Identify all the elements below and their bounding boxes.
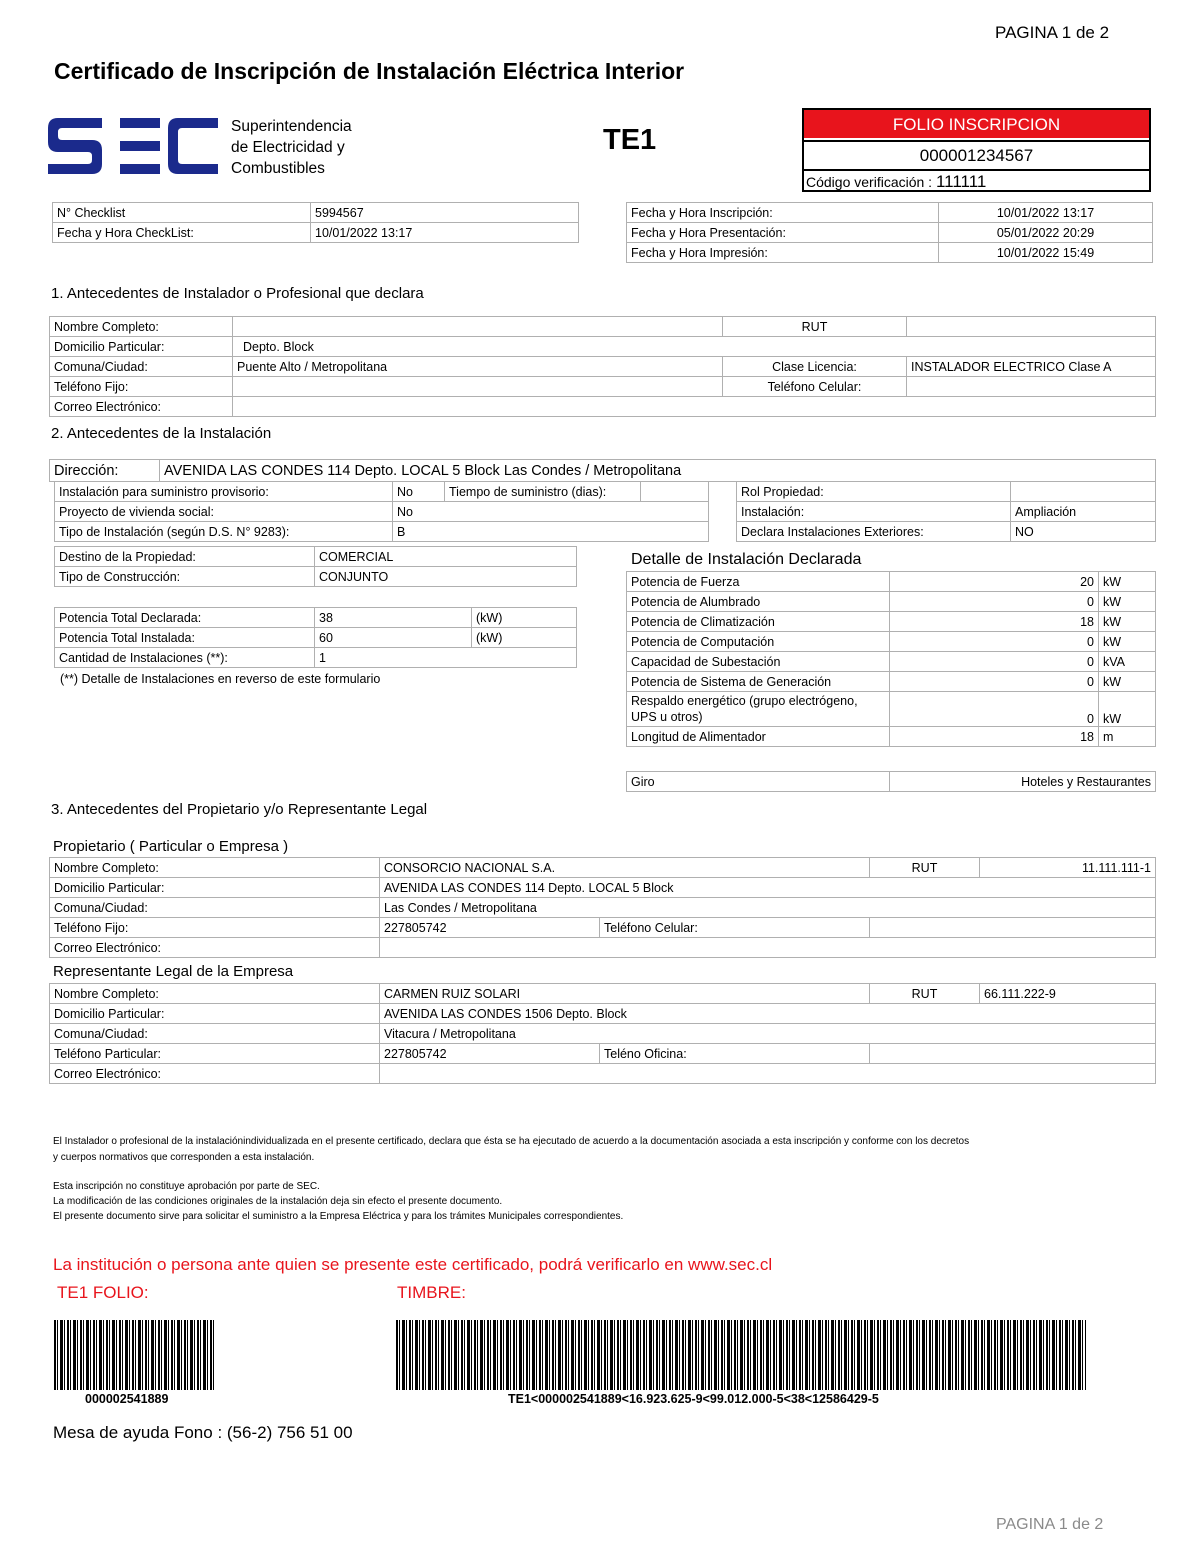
name-value xyxy=(233,317,723,337)
installed-power-unit: (kW) xyxy=(472,628,577,648)
table-row xyxy=(627,672,1156,692)
detail-value: 0 xyxy=(890,692,1099,727)
mobile-value xyxy=(907,377,1156,397)
rep-rut-label: RUT xyxy=(870,984,980,1004)
installations-note: (**) Detalle de Instalaciones en reverso de este formulario xyxy=(60,672,381,686)
detail-value: 20 xyxy=(890,572,1099,592)
social-housing-value: No xyxy=(393,502,709,522)
table-row xyxy=(50,1004,1156,1024)
installed-power-value: 60 xyxy=(315,628,472,648)
table-row xyxy=(50,938,1156,958)
table-row xyxy=(53,223,579,243)
owner-address-value: AVENIDA LAS CONDES 114 Depto. LOCAL 5 Block xyxy=(380,878,1156,898)
table-row xyxy=(50,878,1156,898)
table-row xyxy=(627,612,1156,632)
rep-address-value: AVENIDA LAS CONDES 1506 Depto. Block xyxy=(380,1004,1156,1024)
installation-right-table xyxy=(736,481,1156,542)
email-value xyxy=(233,397,1156,417)
property-table xyxy=(54,546,577,587)
date-value: 10/01/2022 13:17 xyxy=(939,203,1153,223)
folio-barcode-label: TE1 FOLIO: xyxy=(57,1283,149,1302)
legal-paragraph-3: La modificación de las condiciones originales de la instalación deja sin efecto el presente documento. xyxy=(53,1196,503,1207)
destination-label: Destino de la Propiedad: xyxy=(55,547,315,567)
rep-email-label: Correo Electrónico: xyxy=(50,1064,380,1084)
social-housing-label: Proyecto de vivienda social: xyxy=(55,502,393,522)
table-row xyxy=(50,460,1156,482)
table-row xyxy=(55,547,577,567)
rep-phone-label: Teléfono Particular: xyxy=(50,1044,380,1064)
installation-value: Ampliación xyxy=(1011,502,1156,522)
rep-phone-value: 227805742 xyxy=(380,1044,600,1064)
rut-label: RUT xyxy=(723,317,907,337)
detail-label: Respaldo energético (grupo electrógeno, xyxy=(631,694,858,708)
construction-label: Tipo de Construcción: xyxy=(55,567,315,587)
license-value: INSTALADOR ELECTRICO Clase A xyxy=(907,357,1156,377)
detail-table xyxy=(626,571,1156,747)
section-2-title: 2. Antecedentes de la Instalación xyxy=(51,425,272,442)
detail-unit: kW xyxy=(1099,592,1156,612)
rep-comuna-label: Comuna/Ciudad: xyxy=(50,1024,380,1044)
construction-value: CONJUNTO xyxy=(315,567,577,587)
mobile-label: Teléfono Celular: xyxy=(723,377,907,397)
table-row xyxy=(50,898,1156,918)
checklist-date-label: Fecha y Hora CheckList: xyxy=(53,223,311,243)
owner-mobile-label: Teléfono Celular: xyxy=(600,918,870,938)
checklist-label: N° Checklist xyxy=(53,203,311,223)
timbre-barcode xyxy=(396,1320,1086,1390)
detail-value: 0 xyxy=(890,632,1099,652)
folio-barcode xyxy=(54,1320,216,1390)
verification-label: Código verificación : xyxy=(806,174,933,190)
installation-left-table xyxy=(54,481,709,542)
detail-unit: kVA xyxy=(1099,652,1156,672)
folio-header: FOLIO INSCRIPCION xyxy=(804,110,1149,138)
giro-value: Hoteles y Restaurantes xyxy=(890,772,1156,792)
table-row xyxy=(627,632,1156,652)
owner-address-label: Domicilio Particular: xyxy=(50,878,380,898)
rep-office-value xyxy=(870,1044,1156,1064)
footer-page-number: PAGINA 1 de 2 xyxy=(996,1516,1104,1533)
installation-label: Instalación: xyxy=(737,502,1011,522)
table-row xyxy=(627,243,1153,263)
owner-phone-label: Teléfono Fijo: xyxy=(50,918,380,938)
table-row xyxy=(627,652,1156,672)
table-row xyxy=(50,337,1156,357)
timbre-barcode-label: TIMBRE: xyxy=(397,1283,466,1302)
owner-email-label: Correo Electrónico: xyxy=(50,938,380,958)
legal-paragraph-1b: y cuerpos normativos que corresponden a esta instalación. xyxy=(53,1152,315,1163)
detail-value: 0 xyxy=(890,592,1099,612)
rut-value xyxy=(907,317,1156,337)
table-row xyxy=(50,377,1156,397)
table-row xyxy=(50,397,1156,417)
owner-rut-label: RUT xyxy=(870,858,980,878)
table-row xyxy=(55,648,577,668)
detail-value: 18 xyxy=(890,727,1099,747)
detail-label: Potencia de Alumbrado xyxy=(627,592,890,612)
timbre-barcode-text: TE1<000002541889<16.923.625-9<99.012.000-5<38<12586429-5 xyxy=(508,1392,879,1406)
owner-name-value: CONSORCIO NACIONAL S.A. xyxy=(380,858,870,878)
date-label: Fecha y Hora Presentación: xyxy=(627,223,939,243)
verification-code: 111111 xyxy=(935,172,987,191)
representative-table xyxy=(49,983,1156,1084)
table-row xyxy=(627,772,1156,792)
table-row xyxy=(50,1024,1156,1044)
date-value: 05/01/2022 20:29 xyxy=(939,223,1153,243)
rep-office-label: Teléno Oficina: xyxy=(600,1044,870,1064)
help-desk-phone: Mesa de ayuda Fono : (56-2) 756 51 00 xyxy=(53,1423,353,1442)
power-table xyxy=(54,607,577,668)
table-row xyxy=(50,1064,1156,1084)
form-code: TE1 xyxy=(603,124,657,156)
page-number: PAGINA 1 de 2 xyxy=(995,23,1110,42)
table-row xyxy=(627,692,1156,727)
destination-value: COMERCIAL xyxy=(315,547,577,567)
detail-value: 18 xyxy=(890,612,1099,632)
installed-power-label: Potencia Total Instalada: xyxy=(55,628,315,648)
name-label: Nombre Completo: xyxy=(50,317,233,337)
detail-unit: kW xyxy=(1099,572,1156,592)
detail-unit: m xyxy=(1099,727,1156,747)
license-label: Clase Licencia: xyxy=(723,357,907,377)
rep-rut-value: 66.111.222-9 xyxy=(980,984,1156,1004)
table-row xyxy=(627,203,1153,223)
installation-type-value: B xyxy=(393,522,709,542)
owner-rut-value: 11.111.111-1 xyxy=(980,858,1156,878)
table-row xyxy=(737,522,1156,542)
detail-label: Potencia de Fuerza xyxy=(627,572,890,592)
declared-power-value: 38 xyxy=(315,608,472,628)
owner-table xyxy=(49,857,1156,958)
rol-value xyxy=(1011,482,1156,502)
table-row xyxy=(55,522,709,542)
owner-phone-value: 227805742 xyxy=(380,918,600,938)
table-row xyxy=(50,317,1156,337)
sec-logo xyxy=(48,114,220,178)
detail-label: Potencia de Computación xyxy=(627,632,890,652)
legal-paragraph-2: Esta inscripción no constituye aprobación por parte de SEC. xyxy=(53,1181,320,1192)
detail-unit: kW xyxy=(1099,612,1156,632)
owner-comuna-label: Comuna/Ciudad: xyxy=(50,898,380,918)
folio-barcode-number: 000002541889 xyxy=(85,1392,169,1406)
owner-title: Propietario ( Particular o Empresa ) xyxy=(53,838,289,855)
org-name-line-2: de Electricidad y xyxy=(231,139,345,156)
giro-table xyxy=(626,771,1156,792)
date-label: Fecha y Hora Impresión: xyxy=(627,243,939,263)
owner-email-value xyxy=(380,938,1156,958)
folio-number: 000001234567 xyxy=(804,140,1149,171)
org-name-line-1: Superintendencia xyxy=(231,118,352,135)
rol-label: Rol Propiedad: xyxy=(737,482,1011,502)
detail-label-line-2: UPS u otros) xyxy=(631,710,703,724)
section-3-title: 3. Antecedentes del Propietario y/o Representante Legal xyxy=(51,801,428,818)
quantity-value: 1 xyxy=(315,648,577,668)
table-row xyxy=(737,502,1156,522)
rep-name-value: CARMEN RUIZ SOLARI xyxy=(380,984,870,1004)
direccion-label: Dirección: xyxy=(50,460,160,482)
detail-value: 0 xyxy=(890,652,1099,672)
rep-name-label: Nombre Completo: xyxy=(50,984,380,1004)
giro-label: Giro xyxy=(627,772,890,792)
owner-name-label: Nombre Completo: xyxy=(50,858,380,878)
comuna-value: Puente Alto / Metropolitana xyxy=(233,357,723,377)
date-value: 10/01/2022 15:49 xyxy=(939,243,1153,263)
owner-comuna-value: Las Condes / Metropolitana xyxy=(380,898,1156,918)
rep-comuna-value: Vitacura / Metropolitana xyxy=(380,1024,1156,1044)
detail-label-cell xyxy=(627,692,890,727)
table-row xyxy=(627,572,1156,592)
table-row xyxy=(55,628,577,648)
table-row xyxy=(50,918,1156,938)
installer-table xyxy=(49,316,1156,417)
table-row xyxy=(55,502,709,522)
address-label: Domicilio Particular: xyxy=(50,337,233,357)
quantity-label: Cantidad de Instalaciones (**): xyxy=(55,648,315,668)
representative-title: Representante Legal de la Empresa xyxy=(53,963,294,980)
table-row xyxy=(627,727,1156,747)
detail-label: Potencia de Sistema de Generación xyxy=(627,672,890,692)
provisional-label: Instalación para suministro provisorio: xyxy=(55,482,393,502)
declared-power-unit: (kW) xyxy=(472,608,577,628)
table-row xyxy=(55,608,577,628)
checklist-date-value: 10/01/2022 13:17 xyxy=(311,223,579,243)
exterior-value: NO xyxy=(1011,522,1156,542)
table-row xyxy=(55,567,577,587)
detail-unit: kW xyxy=(1099,692,1156,727)
exterior-label: Declara Instalaciones Exteriores: xyxy=(737,522,1011,542)
detail-label: Longitud de Alimentador xyxy=(627,727,890,747)
legal-paragraph-1a: El Instalador o profesional de la instalaciónindividualizada en el presente certificado, declara que ésta se ha ejecutado de acuerdo a la documentación asociada a esta inscripción y conforme con los decretos xyxy=(53,1136,970,1147)
table-row xyxy=(50,984,1156,1004)
comuna-label: Comuna/Ciudad: xyxy=(50,357,233,377)
address-value: Depto. Block xyxy=(233,337,1156,357)
date-label: Fecha y Hora Inscripción: xyxy=(627,203,939,223)
table-row xyxy=(53,203,579,223)
email-label: Correo Electrónico: xyxy=(50,397,233,417)
legal-paragraph-4: El presente documento sirve para solicitar el suministro a la Empresa Eléctrica y para los trámites Municipales correspondientes. xyxy=(53,1211,624,1222)
phone-label: Teléfono Fijo: xyxy=(50,377,233,397)
supply-time-value xyxy=(641,482,709,502)
detail-label: Capacidad de Subestación xyxy=(627,652,890,672)
table-row xyxy=(50,357,1156,377)
table-row xyxy=(627,223,1153,243)
phone-value xyxy=(233,377,723,397)
installation-type-label: Tipo de Instalación (según D.S. N° 9283): xyxy=(55,522,393,542)
section-1-title: 1. Antecedentes de Instalador o Profesional que declara xyxy=(51,285,424,302)
detail-title: Detalle de Instalación Declarada xyxy=(631,551,862,568)
folio-box xyxy=(802,108,1151,192)
dates-table xyxy=(626,202,1153,263)
owner-mobile-value xyxy=(870,918,1156,938)
table-row xyxy=(55,482,709,502)
org-name-line-3: Combustibles xyxy=(231,160,325,177)
provisional-value: No xyxy=(393,482,445,502)
table-row xyxy=(50,1044,1156,1064)
detail-value: 0 xyxy=(890,672,1099,692)
document-title: Certificado de Inscripción de Instalación Eléctrica Interior xyxy=(54,58,685,84)
address-table xyxy=(49,459,1156,482)
supply-time-label: Tiempo de suministro (dias): xyxy=(445,482,641,502)
direccion-value: AVENIDA LAS CONDES 114 Depto. LOCAL 5 Block Las Condes / Metropolitana xyxy=(160,460,1156,482)
table-row xyxy=(50,858,1156,878)
detail-unit: kW xyxy=(1099,672,1156,692)
declared-power-label: Potencia Total Declarada: xyxy=(55,608,315,628)
rep-email-value xyxy=(380,1064,1156,1084)
detail-label: Potencia de Climatización xyxy=(627,612,890,632)
rep-address-label: Domicilio Particular: xyxy=(50,1004,380,1024)
checklist-table xyxy=(52,202,579,243)
table-row xyxy=(627,592,1156,612)
table-row xyxy=(737,482,1156,502)
verify-notice: La institución o persona ante quien se presente este certificado, podrá verificarlo en www.sec.cl xyxy=(53,1255,773,1274)
detail-unit: kW xyxy=(1099,632,1156,652)
checklist-value: 5994567 xyxy=(311,203,579,223)
